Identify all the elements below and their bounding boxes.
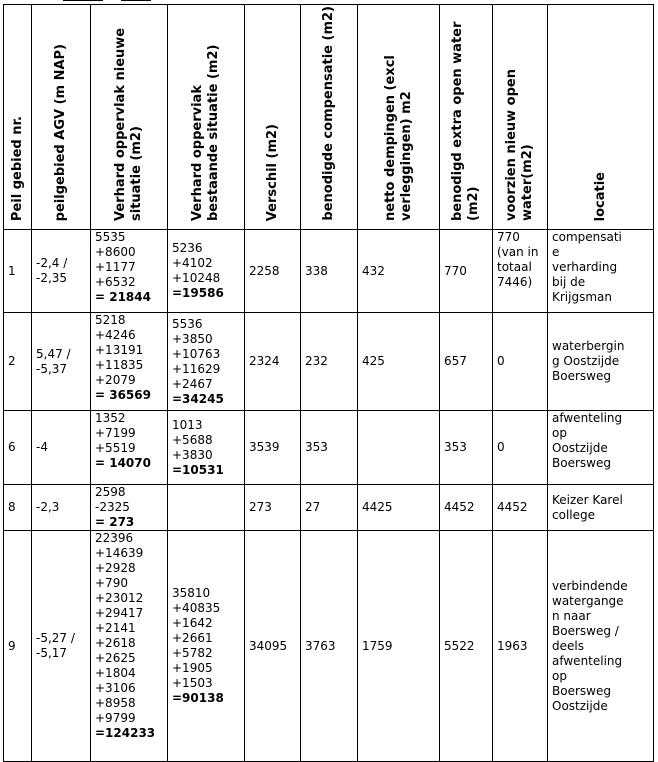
table-body [4, 230, 654, 762]
cell-extra: 4452 [440, 485, 493, 531]
bestaand-line: +40835 [172, 601, 221, 615]
cell-dempingen: 432 [358, 230, 440, 313]
voorzien-line: 770 [497, 230, 520, 244]
bestaand-line: +2467 [172, 376, 213, 391]
locatie-line: waterbergin [552, 339, 625, 353]
header-peilgebied-nr: Peil gebied nr. [4, 5, 32, 230]
cell-locatie [548, 313, 654, 411]
table-row [4, 485, 654, 531]
cell-nr: 9 [4, 531, 32, 762]
cell-extra: 770 [440, 230, 493, 313]
nieuw-line: +29417 [95, 606, 144, 620]
bestaand-line: +10248 [172, 271, 221, 285]
cell-nieuw [91, 230, 168, 313]
cell-nieuw [91, 485, 168, 531]
voorzien-line: 0 [497, 440, 505, 454]
locatie-line: Boersweg [552, 456, 611, 470]
voorzien-line: 4452 [497, 500, 528, 514]
cell-voorzien [493, 313, 548, 411]
locatie-line: Boersweg / [552, 623, 619, 638]
locatie-line: n naar [552, 608, 591, 623]
nieuw-sum: = 14070 [95, 456, 151, 470]
locatie-line: afwenteling [552, 411, 623, 425]
cell-nr: 6 [4, 411, 32, 485]
bestaand-line: +5782 [172, 646, 213, 660]
nieuw-line: +2625 [95, 651, 136, 665]
bestaand-line: 35810 [172, 586, 211, 600]
agv-line: -5,17 [36, 646, 68, 660]
cell-dempingen: 1759 [358, 531, 440, 762]
header-voorzien-open-water: voorzien nieuw open water(m2) [493, 5, 548, 230]
table-row [4, 230, 654, 313]
locatie-line: bij de [552, 275, 586, 289]
header-verschil: Verschil (m2) [245, 5, 301, 230]
nieuw-line: +7199 [95, 426, 136, 440]
locatie-line: e [552, 245, 560, 259]
nieuw-line: +790 [95, 576, 128, 590]
cell-locatie [548, 411, 654, 485]
voorzien-line: 0 [497, 354, 505, 368]
cell-bestaand [168, 313, 245, 411]
cell-voorzien [493, 411, 548, 485]
nieuw-line: +1177 [95, 260, 136, 274]
cell-verschil: 2258 [245, 230, 301, 313]
bestaand-sum: =34245 [172, 391, 224, 406]
cell-compensatie: 338 [301, 230, 358, 313]
bestaand-sum: =19586 [172, 286, 224, 300]
cell-agv [32, 230, 91, 313]
nieuw-line: +23012 [95, 591, 144, 605]
locatie-line: verbindende [552, 578, 628, 593]
bestaand-line: +5688 [172, 432, 213, 447]
agv-line: -5,27 / [36, 631, 75, 645]
locatie-line: op [552, 668, 567, 683]
cell-nr: 8 [4, 485, 32, 531]
voorzien-line: (van in [497, 245, 539, 259]
nieuw-line: 5535 [95, 230, 126, 244]
cell-nr: 1 [4, 230, 32, 313]
table-row [4, 531, 654, 762]
locatie-line: Oostzijde [552, 441, 608, 455]
locatie-line: g Oostzijde [552, 354, 620, 368]
nieuw-line: +2141 [95, 621, 136, 635]
nieuw-line: +1804 [95, 666, 136, 680]
cell-agv [32, 313, 91, 411]
agv-line: 5,47 / [36, 346, 71, 361]
agv-line: -2,35 [36, 271, 68, 285]
cell-agv [32, 485, 91, 531]
nieuw-line: 22396 [95, 531, 134, 545]
nieuw-line: +8958 [95, 696, 136, 710]
nieuw-sum: = 273 [95, 515, 135, 529]
cell-extra: 657 [440, 313, 493, 411]
table-row [4, 411, 654, 485]
header-extra-open-water: benodigd extra open water (m2) [440, 5, 493, 230]
nieuw-line: +8600 [95, 245, 136, 259]
header-dempingen: netto dempingen (excl verleggingen) m2 [358, 5, 440, 230]
nieuw-line: +2618 [95, 636, 136, 650]
nieuw-line: -2325 [95, 500, 130, 514]
nieuw-line: +13191 [95, 343, 144, 357]
cell-verschil: 34095 [245, 531, 301, 762]
cell-compensatie: 3763 [301, 531, 358, 762]
header-compensatie: benodigde compensatie (m2) [301, 5, 358, 230]
locatie-line: deels [552, 638, 584, 653]
header-locatie: locatie [548, 5, 654, 230]
cell-bestaand [168, 531, 245, 762]
table-row [4, 313, 654, 411]
locatie-line: watergange [552, 593, 624, 608]
voorzien-line: 7446) [497, 275, 533, 289]
bestaand-line: +1642 [172, 616, 213, 630]
cell-dempingen: 425 [358, 313, 440, 411]
cell-extra: 353 [440, 411, 493, 485]
agv-line: -2,3 [36, 500, 60, 514]
locatie-line: college [552, 507, 595, 522]
bestaand-line: +3850 [172, 331, 213, 346]
cell-bestaand [168, 230, 245, 313]
nieuw-sum: =124233 [95, 726, 156, 740]
nieuw-line: +5519 [95, 441, 136, 455]
locatie-line: Boersweg [552, 683, 611, 698]
header-row [4, 5, 654, 230]
nieuw-line: 2598 [95, 485, 126, 499]
bestaand-line: +1503 [172, 676, 213, 690]
bestaand-line: +2661 [172, 631, 213, 645]
cell-verschil: 3539 [245, 411, 301, 485]
cell-bestaand [168, 485, 245, 531]
bestaand-line: +10763 [172, 346, 221, 361]
cell-compensatie: 232 [301, 313, 358, 411]
cell-nieuw [91, 411, 168, 485]
locatie-line: Krijgsman [552, 290, 612, 304]
cell-nieuw [91, 531, 168, 762]
agv-line: -5,37 [36, 361, 68, 376]
nieuw-line: +2079 [95, 373, 136, 387]
nieuw-line: +2928 [95, 561, 136, 575]
agv-line: -2,4 / [36, 256, 68, 270]
locatie-line: afwenteling [552, 653, 623, 668]
nieuw-line: 5218 [95, 313, 126, 327]
header-verhard-bestaand: Verhard opperviak bestaande situatie (m2) [168, 5, 245, 230]
cell-voorzien [493, 531, 548, 762]
nieuw-line: +9799 [95, 711, 136, 725]
nieuw-sum: = 36569 [95, 388, 151, 402]
bestaand-line: +3830 [172, 447, 213, 462]
nieuw-sum: = 21844 [95, 290, 151, 304]
nieuw-line: 1352 [95, 411, 126, 425]
locatie-line: Oostzijde [552, 698, 608, 713]
cell-locatie [548, 531, 654, 762]
nieuw-line: +14639 [95, 546, 144, 560]
bestaand-line: 1013 [172, 417, 203, 432]
nieuw-line: +11835 [95, 358, 144, 372]
cell-locatie [548, 230, 654, 313]
locatie-line: Keizer Karel [552, 492, 623, 507]
cell-dempingen: 4425 [358, 485, 440, 531]
cell-extra: 5522 [440, 531, 493, 762]
compensation-table [3, 4, 654, 762]
bestaand-sum: =10531 [172, 462, 224, 477]
cell-locatie [548, 485, 654, 531]
locatie-line: compensati [552, 230, 622, 244]
cell-nieuw [91, 313, 168, 411]
header-verhard-nieuw: Verhard oppervlak nieuwe situatie (m2) [91, 5, 168, 230]
locatie-line: op [552, 426, 567, 440]
cell-voorzien [493, 485, 548, 531]
bestaand-line: 5236 [172, 241, 203, 255]
cell-agv [32, 411, 91, 485]
cell-agv [32, 531, 91, 762]
voorzien-line: totaal [497, 260, 532, 274]
locatie-line: verharding [552, 260, 618, 274]
cell-nr: 2 [4, 313, 32, 411]
agv-line: -4 [36, 440, 48, 454]
bestaand-line: +4102 [172, 256, 213, 270]
nieuw-line: +4246 [95, 328, 136, 342]
header-peilgebied-agv: peilgebied AGV (m NAP) [32, 5, 91, 230]
nieuw-line: +6532 [95, 275, 136, 289]
cell-compensatie: 27 [301, 485, 358, 531]
cell-compensatie: 353 [301, 411, 358, 485]
bestaand-line: +11629 [172, 361, 221, 376]
voorzien-line: 1963 [497, 638, 528, 653]
cell-bestaand [168, 411, 245, 485]
bestaand-line: 5536 [172, 316, 203, 331]
locatie-line: Boersweg [552, 369, 611, 383]
cell-dempingen [358, 411, 440, 485]
bestaand-sum: =90138 [172, 691, 224, 705]
cell-verschil: 2324 [245, 313, 301, 411]
bestaand-line: +1905 [172, 661, 213, 675]
cell-verschil: 273 [245, 485, 301, 531]
nieuw-line: +3106 [95, 681, 136, 695]
cell-voorzien [493, 230, 548, 313]
